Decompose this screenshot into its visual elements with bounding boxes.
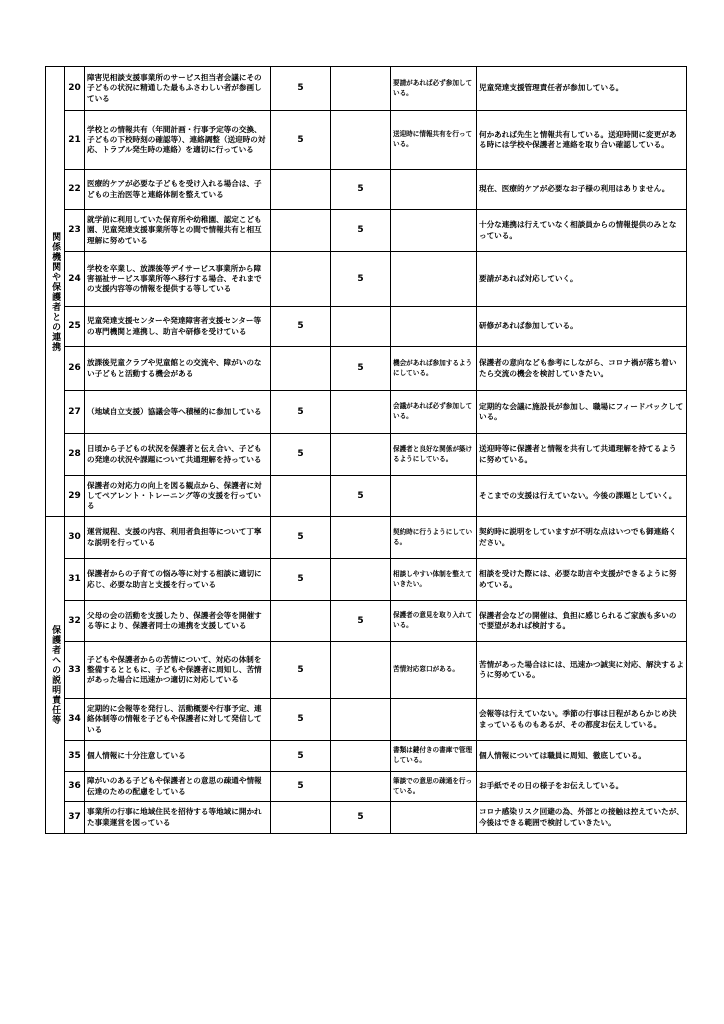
note-text: [391, 210, 477, 252]
score-b: [331, 517, 391, 559]
item-text: 保護者の対応力の向上を図る観点から、保護者に対してペアレント・トレーニング等の支援を行っている: [85, 476, 271, 517]
score-b: [331, 391, 391, 434]
item-text: 障がいのある子どもや保護者との意思の疎通や情報伝達のための配慮をしている: [85, 772, 271, 802]
score-a: 5: [271, 699, 331, 741]
item-text: 事業所の行事に地域住民を招待する等地域に開かれた事業運営を図っている: [85, 802, 271, 834]
item-text: 放課後児童クラブや児童館との交流や、障がいのない子どもと活動する機会がある: [85, 347, 271, 391]
response-text: コロナ感染リスク回避の為、外部との接触は控えていたが、今後はできる範囲で検討していきたい。: [477, 802, 687, 834]
item-text: 児童発達支援センターや発達障害者支援センター等の専門機関と連携し、助言や研修を受けている: [85, 307, 271, 347]
item-text: 個人情報に十分注意している: [85, 741, 271, 772]
table-row: [46, 642, 687, 699]
score-a: 5: [271, 772, 331, 802]
note-text: [391, 802, 477, 834]
category-label: 関係機関や保護者との連携: [46, 67, 65, 517]
score-a: 5: [271, 559, 331, 601]
item-text: 医療的ケアが必要な子どもを受け入れる場合は、子どもの主治医等と連絡体制を整えている: [85, 170, 271, 210]
row-number: 35: [65, 741, 85, 772]
table-row: [46, 601, 687, 642]
table-row: [46, 476, 687, 517]
category-label: 保護者への説明責任等: [46, 517, 65, 834]
score-a: 5: [271, 434, 331, 476]
score-a: 5: [271, 307, 331, 347]
response-text: 会報等は行えていない。季節の行事は日程があらかじめ決まっているものもあるが、その都度お伝えしている。: [477, 699, 687, 741]
row-number: 31: [65, 559, 85, 601]
note-text: [391, 699, 477, 741]
score-b: [331, 307, 391, 347]
row-number: 30: [65, 517, 85, 559]
table-row: [46, 741, 687, 772]
note-text: 送迎時に情報共有を行っている。: [391, 111, 477, 170]
item-text: 保護者からの子育ての悩み等に対する相談に適切に応じ、必要な助言と支援を行っている: [85, 559, 271, 601]
score-b: [331, 772, 391, 802]
note-text: 相談しやすい体制を整えていきたい。: [391, 559, 477, 601]
response-text: 十分な連携は行えていなく相談員からの情報提供のみとなっている。: [477, 210, 687, 252]
row-number: 34: [65, 699, 85, 741]
response-text: 保護者会などの開催は、負担に感じられるご家族も多いので要望があれば検討する。: [477, 601, 687, 642]
score-a: [271, 601, 331, 642]
score-b: 5: [331, 252, 391, 307]
row-number: 20: [65, 67, 85, 111]
row-number: 21: [65, 111, 85, 170]
response-text: 保護者の意向なども参考にしながら、コロナ禍が落ち着いたら交流の機会を検討していきたい。: [477, 347, 687, 391]
score-a: [271, 252, 331, 307]
note-text: [391, 170, 477, 210]
note-text: 契約時に行うようにしている。: [391, 517, 477, 559]
note-text: 書類は鍵付きの書庫で管理している。: [391, 741, 477, 772]
score-a: 5: [271, 67, 331, 111]
item-text: 運営規程、支援の内容、利用者負担等について丁寧な説明を行っている: [85, 517, 271, 559]
response-text: 個人情報については職員に周知、徹底している。: [477, 741, 687, 772]
score-b: [331, 111, 391, 170]
row-number: 23: [65, 210, 85, 252]
score-a: [271, 170, 331, 210]
table-row: [46, 111, 687, 170]
item-text: 日頃から子どもの状況を保護者と伝え合い、子どもの発達の状況や課題について共通理解を持っている: [85, 434, 271, 476]
row-number: 27: [65, 391, 85, 434]
table-row: [46, 699, 687, 741]
response-text: 要請があれば対応していく。: [477, 252, 687, 307]
score-b: 5: [331, 476, 391, 517]
score-b: [331, 699, 391, 741]
table-row: [46, 170, 687, 210]
score-b: 5: [331, 601, 391, 642]
row-number: 28: [65, 434, 85, 476]
table-row: [46, 517, 687, 559]
score-a: [271, 802, 331, 834]
item-text: 子どもや保護者からの苦情について、対応の体制を整備するとともに、子どもや保護者に周知し、苦情があった場合に迅速かつ適切に対応している: [85, 642, 271, 699]
score-b: 5: [331, 210, 391, 252]
note-text: 要請があれば必ず参加している。: [391, 67, 477, 111]
score-a: 5: [271, 517, 331, 559]
score-b: [331, 741, 391, 772]
note-text: [391, 476, 477, 517]
row-number: 26: [65, 347, 85, 391]
table-row: [46, 210, 687, 252]
table-row: [46, 307, 687, 347]
item-text: （地域自立支援）協議会等へ積極的に参加している: [85, 391, 271, 434]
row-number: 24: [65, 252, 85, 307]
score-b: [331, 67, 391, 111]
item-text: 定期的に会報等を発行し、活動概要や行事予定、連絡体制等の情報を子どもや保護者に対して発信している: [85, 699, 271, 741]
row-number: 36: [65, 772, 85, 802]
score-a: 5: [271, 741, 331, 772]
note-text: 筆談での意思の疎通を行っている。: [391, 772, 477, 802]
response-text: 送迎時等に保護者と情報を共有して共通理解を持てるように努めている。: [477, 434, 687, 476]
note-text: 苦情対応窓口がある。: [391, 642, 477, 699]
row-number: 29: [65, 476, 85, 517]
table-row: [46, 391, 687, 434]
row-number: 32: [65, 601, 85, 642]
row-number: 33: [65, 642, 85, 699]
response-text: 何かあれば先生と情報共有している。送迎時間に変更がある時には学校や保護者と連絡を取り合い確認している。: [477, 111, 687, 170]
response-text: 苦情があった場合はには、迅速かつ誠実に対応、解決するように努めている。: [477, 642, 687, 699]
score-a: 5: [271, 642, 331, 699]
table-row: [46, 772, 687, 802]
note-text: [391, 307, 477, 347]
note-text: 保護者の意見を取り入れている。: [391, 601, 477, 642]
response-text: 契約時に説明をしていますが不明な点はいつでも御連絡ください。: [477, 517, 687, 559]
score-b: [331, 559, 391, 601]
score-b: [331, 434, 391, 476]
score-b: [331, 642, 391, 699]
table-row: [46, 347, 687, 391]
table-row: [46, 252, 687, 307]
response-text: そこまでの支援は行えていない。今後の課題としていく。: [477, 476, 687, 517]
response-text: 児童発達支援管理責任者が参加している。: [477, 67, 687, 111]
score-a: 5: [271, 111, 331, 170]
score-a: [271, 347, 331, 391]
table-row: [46, 67, 687, 111]
evaluation-table: [45, 66, 687, 834]
row-number: 37: [65, 802, 85, 834]
response-text: 定期的な会議に施設長が参加し、職場にフィードバックしている。: [477, 391, 687, 434]
row-number: 25: [65, 307, 85, 347]
score-b: 5: [331, 170, 391, 210]
response-text: 相談を受けた際には、必要な助言や支援ができるように努めている。: [477, 559, 687, 601]
score-b: 5: [331, 347, 391, 391]
item-text: 学校との情報共有（年間計画・行事予定等の交換、子どもの下校時刻の確認等）、連絡調整（送迎時の対応、トラブル発生時の連絡）を適切に行っている: [85, 111, 271, 170]
row-number: 22: [65, 170, 85, 210]
item-text: 学校を卒業し、放課後等デイサービス事業所から障害福祉サービス事業所等へ移行する場合、それまでの支援内容等の情報を提供する等している: [85, 252, 271, 307]
score-a: 5: [271, 391, 331, 434]
note-text: 会議があれば必ず参加している。: [391, 391, 477, 434]
table-row: [46, 802, 687, 834]
item-text: 父母の会の活動を支援したり、保護者会等を開催する等により、保護者同士の連携を支援している: [85, 601, 271, 642]
score-a: [271, 210, 331, 252]
response-text: 現在、医療的ケアが必要なお子様の利用はありません。: [477, 170, 687, 210]
score-a: [271, 476, 331, 517]
response-text: 研修があれば参加している。: [477, 307, 687, 347]
table-row: [46, 559, 687, 601]
response-text: お手紙でその日の様子をお伝えしている。: [477, 772, 687, 802]
note-text: 機会があれば参加するようにしている。: [391, 347, 477, 391]
item-text: 就学前に利用していた保育所や幼稚園、認定こども園、児童発達支援事業所等との間で情報共有と相互理解に努めている: [85, 210, 271, 252]
note-text: 保護者と良好な関係が築けるようにしている。: [391, 434, 477, 476]
table-row: [46, 434, 687, 476]
note-text: [391, 252, 477, 307]
item-text: 障害児相談支援事業所のサービス担当者会議にその子どもの状況に精通した最もふさわしい者が参画している: [85, 67, 271, 111]
score-b: 5: [331, 802, 391, 834]
